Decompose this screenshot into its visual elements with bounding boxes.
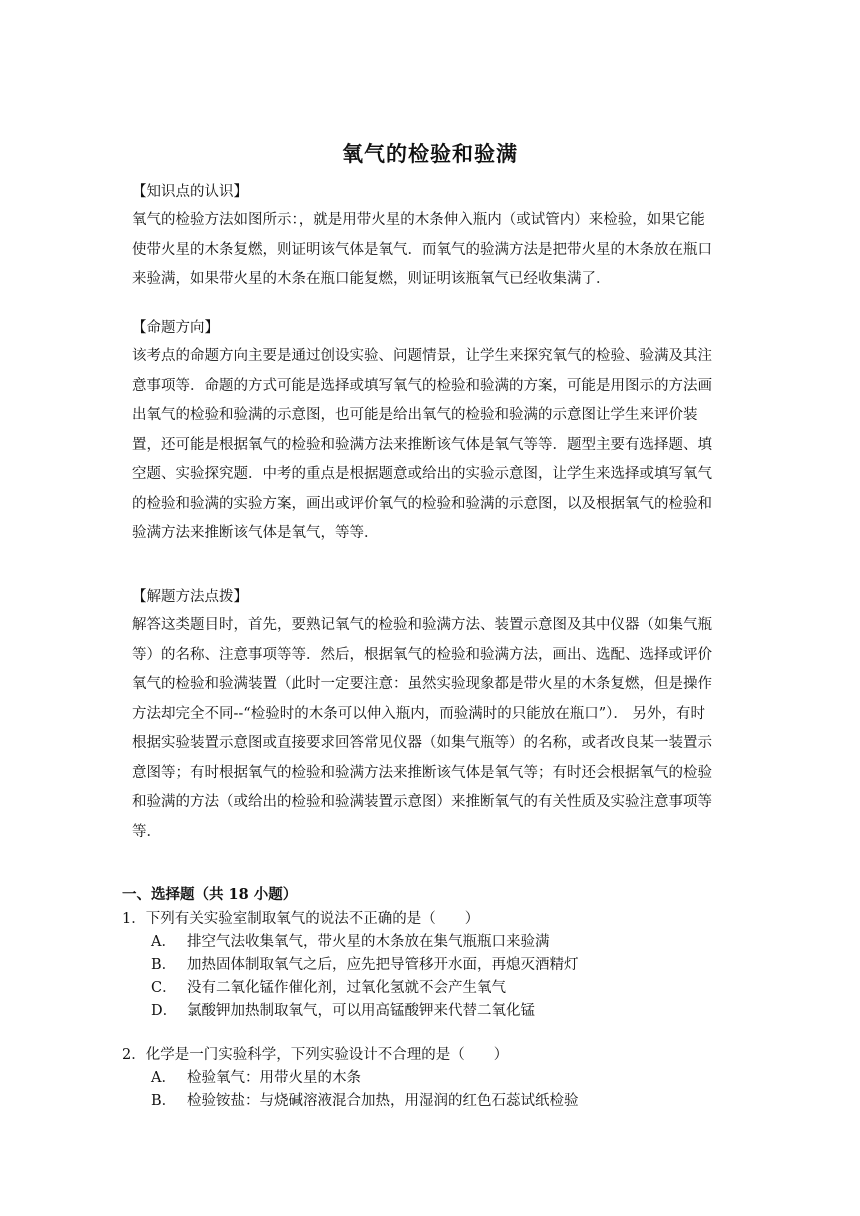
option-letter: B．: [151, 957, 177, 973]
direction-paragraph: [132, 342, 732, 549]
knowledge-line: 氧气的检验方法如图所示：，就是用带火星的木条伸入瓶内（或试管内）来检验，如果它能: [132, 212, 705, 228]
method-line: 意图等；有时根据氧气的检验和验满方法来推断该气体是氧气等；有时还会根据氧气的检验: [132, 764, 712, 781]
question-1-option-c: [151, 976, 751, 997]
question-1-option-b: [151, 953, 751, 974]
method-line: 根据实验装置示意图或直接要求回答常见仪器（如集气瓶等）的名称，或者改良某一装置示: [132, 735, 712, 751]
option-text: 没有二氧化锰作催化剂，过氧化氢就不会产生氧气: [187, 980, 506, 996]
direction-line: 该考点的命题方向主要是通过创设实验、问题情景，让学生来探究氧气的检验、验满及其注: [132, 348, 712, 364]
direction-line: 的检验和验满的实验方案，画出或评价氧气的检验和验满的示意图，以及根据氧气的检验和: [132, 495, 712, 512]
option-text: 氯酸钾加热制取氧气，可以用高锰酸钾来代替二氧化锰: [187, 1003, 535, 1019]
method-line: 等．: [132, 823, 161, 840]
knowledge-line: 来验满，如果带火星的木条在瓶口能复燃，则证明该瓶氧气已经收集满了．: [132, 271, 611, 287]
knowledge-line: 使带火星的木条复燃，则证明该气体是氧气．而氧气的验满方法是把带火星的木条放在瓶口: [132, 241, 712, 258]
question-2-option-a: [151, 1066, 751, 1087]
method-line: 氧气的检验和验满装置（此时一定要注意：虽然实验现象都是带火星的木条复燃，但是操作: [132, 676, 712, 692]
option-letter: A．: [151, 1070, 176, 1086]
question-2-option-b: [151, 1089, 751, 1110]
method-line: 等）的名称、注意事项等等．然后，根据氧气的检验和验满方法，画出、选配、选择或评价: [132, 646, 712, 663]
question-1-option-d: [151, 999, 751, 1020]
method-paragraph: [132, 611, 732, 847]
option-letter: A．: [151, 934, 176, 950]
method-line: 解答这类题目时，首先，要熟记氧气的检验和验满方法、装置示意图及其中仪器（如集气瓶: [132, 617, 712, 633]
knowledge-heading: 【知识点的认识】: [132, 184, 248, 200]
direction-line: 意事项等．命题的方式可能是选择或填写氧气的检验和验满的方案，可能是用图示的方法画: [132, 377, 712, 394]
method-line: 和验满的方法（或给出的检验和验满装置示意图）来推断氧气的有关性质及实验注意事项等: [132, 794, 712, 810]
option-text: 检验氧气：用带火星的木条: [187, 1070, 361, 1086]
method-heading: 【解题方法点拨】: [132, 589, 248, 605]
option-letter: C．: [151, 980, 177, 996]
direction-line: 出氧气的检验和验满的示意图，也可能是给出氧气的检验和验满的示意图让学生来评价装: [132, 407, 698, 423]
method-line: 方法却完全不同--“检验时的木条可以伸入瓶内，而验满时的只能放在瓶口”）． 另外，有时: [132, 705, 705, 722]
question-1-option-a: [151, 930, 751, 951]
option-letter: D．: [151, 1003, 178, 1019]
question-1-stem: 1．下列有关实验室制取氧气的说法不正确的是（ ）: [122, 911, 480, 927]
direction-line: 置，还可能是根据氧气的检验和验满方法来推断该气体是氧气等等．题型主要有选择题、填: [132, 436, 712, 453]
option-letter: B．: [151, 1093, 177, 1109]
direction-heading: 【命题方向】: [132, 320, 219, 336]
knowledge-paragraph: [132, 206, 732, 295]
option-text: 加热固体制取氧气之后，应先把导管移开水面，再熄灭酒精灯: [187, 957, 579, 973]
direction-line: 验满方法来推断该气体是氧气，等等．: [132, 525, 379, 541]
option-text: 排空气法收集氧气，带火星的木条放在集气瓶瓶口来验满: [187, 934, 550, 950]
section-title: 一、选择题（共 18 小题）: [122, 886, 298, 903]
document-title: 氧气的检验和验满: [342, 141, 518, 166]
direction-line: 空题、实验探究题．中考的重点是根据题意或给出的实验示意图，让学生来选择或填写氧气: [132, 466, 712, 482]
question-2-stem: 2．化学是一门实验科学，下列实验设计不合理的是（ ）: [122, 1047, 509, 1063]
option-text: 检验铵盐：与烧碱溶液混合加热，用湿润的红色石蕊试纸检验: [187, 1093, 579, 1109]
